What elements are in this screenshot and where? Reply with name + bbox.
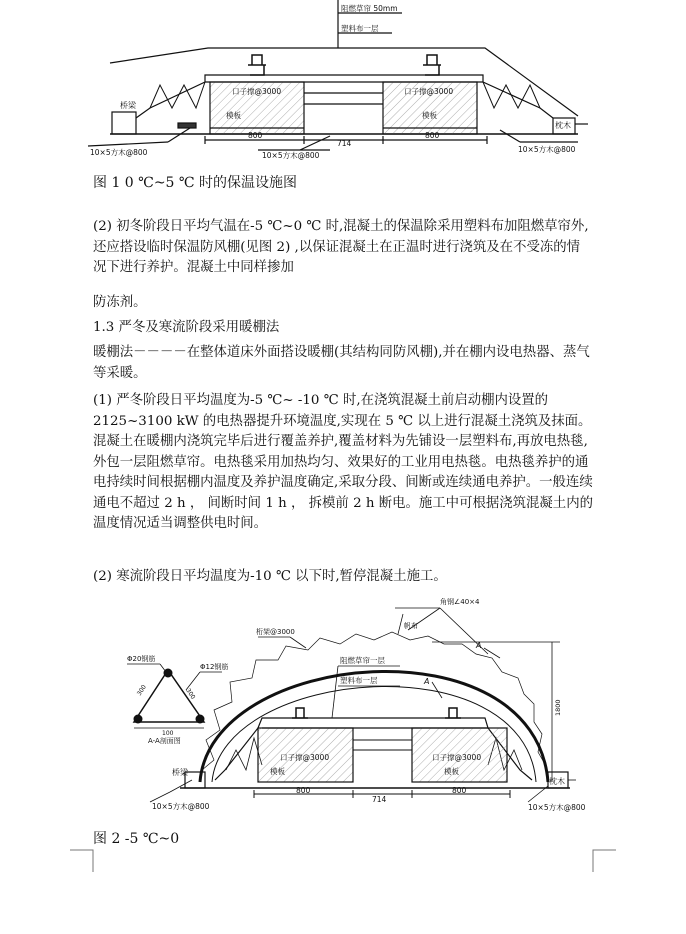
rail-right [423,55,441,75]
label-timber-right: 10×5方木@800 [518,145,576,154]
label-strut-left: 口子撑@3000 [280,753,330,762]
cut-marker-a2: A [476,641,482,650]
dim-300b: 300 [184,687,197,701]
figure-2-drawing [0,590,686,820]
label-sleeper: 枕木 [549,777,565,786]
dim-800-left: 800 [248,131,263,140]
label-form-right: 模板 [444,767,459,776]
label-strut-left: 口子撑@3000 [232,87,282,96]
label-curtain: 阻燃草帘一层 [340,656,385,665]
section-heading: 1.3 严冬及寒流阶段采用暖棚法 [93,320,280,335]
dim-800-right: 800 [425,131,440,140]
figure-1 [0,0,686,170]
label-plastic: 塑料布一层 [341,24,379,33]
figure-1-caption: 图 1 0 ℃~5 ℃ 时的保温设施图 [93,175,298,191]
dim-800-right: 800 [452,786,467,795]
label-form-right: 模板 [422,111,437,120]
label-form-left: 模板 [270,767,285,776]
label-bridge: 桥梁 [172,768,188,777]
label-section: A-A剖面图 [148,737,181,745]
label-strut-right: 口子撑@3000 [404,87,454,96]
label-form-left: 模板 [226,111,241,120]
dim-300a: 300 [135,683,148,698]
dim-800-left: 800 [296,786,311,795]
paragraph-warm-shed: 暖棚法－－－－在整体道床外面搭设暖棚(其结构同防风棚),并在棚内设电热器、蒸气等采暖。 [93,345,590,381]
rail-right [445,708,461,718]
label-bar-20: Φ20钢筋 [127,655,156,663]
rail-left [248,55,266,75]
paragraph-cold-wave: (2) 寒流阶段日平均温度为-10 ℃ 以下时,暂停混凝土施工。 [93,569,447,584]
dim-height: 1800 [554,699,562,716]
dim-714: 714 [337,139,352,148]
figure-2-caption: 图 2 -5 ℃~0 [93,831,180,847]
bridge-base-left [112,112,136,134]
dim-714: 714 [372,795,387,804]
label-bridge: 桥梁 [120,101,136,110]
label-canvas: 帆布 [404,622,418,630]
label-timber-right: 10×5方木@800 [528,803,586,812]
label-timber-left: 10×5方木@800 [152,802,210,811]
paragraph-severe-winter: (1) 严冬阶段日平均温度为-5 ℃~ -10 ℃ 时,在浇筑混凝土前启动棚内设置的 2125~3100 kW 的电热器提升环境温度,实现在 5 ℃ 以上进行混凝土浇筑及抹面。混凝土在暖棚内浇筑完毕后进行覆盖养护,覆盖材料为先铺设一层塑料布,再放电热毯,外包一层阻燃草帘。电热毯采用加热均匀、效果好的工业用电热毯。电热毯养护的通电持续时间根据棚内温度及养护温度确定,采取分段、间断或连续通电养护。一般连续通电不超过 2 h ， 间断时间 1 h ， 拆模前 2 h 断电。施工中可根据浇筑混凝土内的温度情况适当调整供电时间。 [93,393,593,531]
label-truss: 桁架@3000 [256,628,295,636]
label-angle-steel: 角钢∠40×4 [440,598,480,606]
label-curtain: 阻燃草帘 50mm [341,4,398,13]
label-timber-center: 10×5方木@800 [262,151,320,160]
label-strut-right: 口子撑@3000 [432,753,482,762]
label-sleeper: 枕木 [555,121,571,130]
label-plastic: 塑料布一层 [340,676,378,685]
rail-left [292,708,308,718]
dim-100: 100 [162,730,174,737]
crop-mark-right [593,850,616,872]
paragraph-early-winter: (2) 初冬阶段日平均气温在-5 ℃~0 ℃ 时,混凝土的保温除采用塑料布加阻燃草帘外,还应搭设临时保温防风棚(见图 2) ,以保证混凝土在正温时进行浇筑及在不受冻的情况下进行养护。混凝土中同样掺加 [93,219,589,275]
cut-marker-a1: A [424,677,430,686]
crop-mark-left [70,850,93,872]
label-bar-12: Φ12钢筋 [200,663,229,671]
figure-1-drawing [0,0,686,170]
figure-2 [0,590,686,820]
paragraph-early-winter-tail: 防冻剂。 [93,295,147,310]
label-timber-left: 10×5方木@800 [90,148,148,157]
